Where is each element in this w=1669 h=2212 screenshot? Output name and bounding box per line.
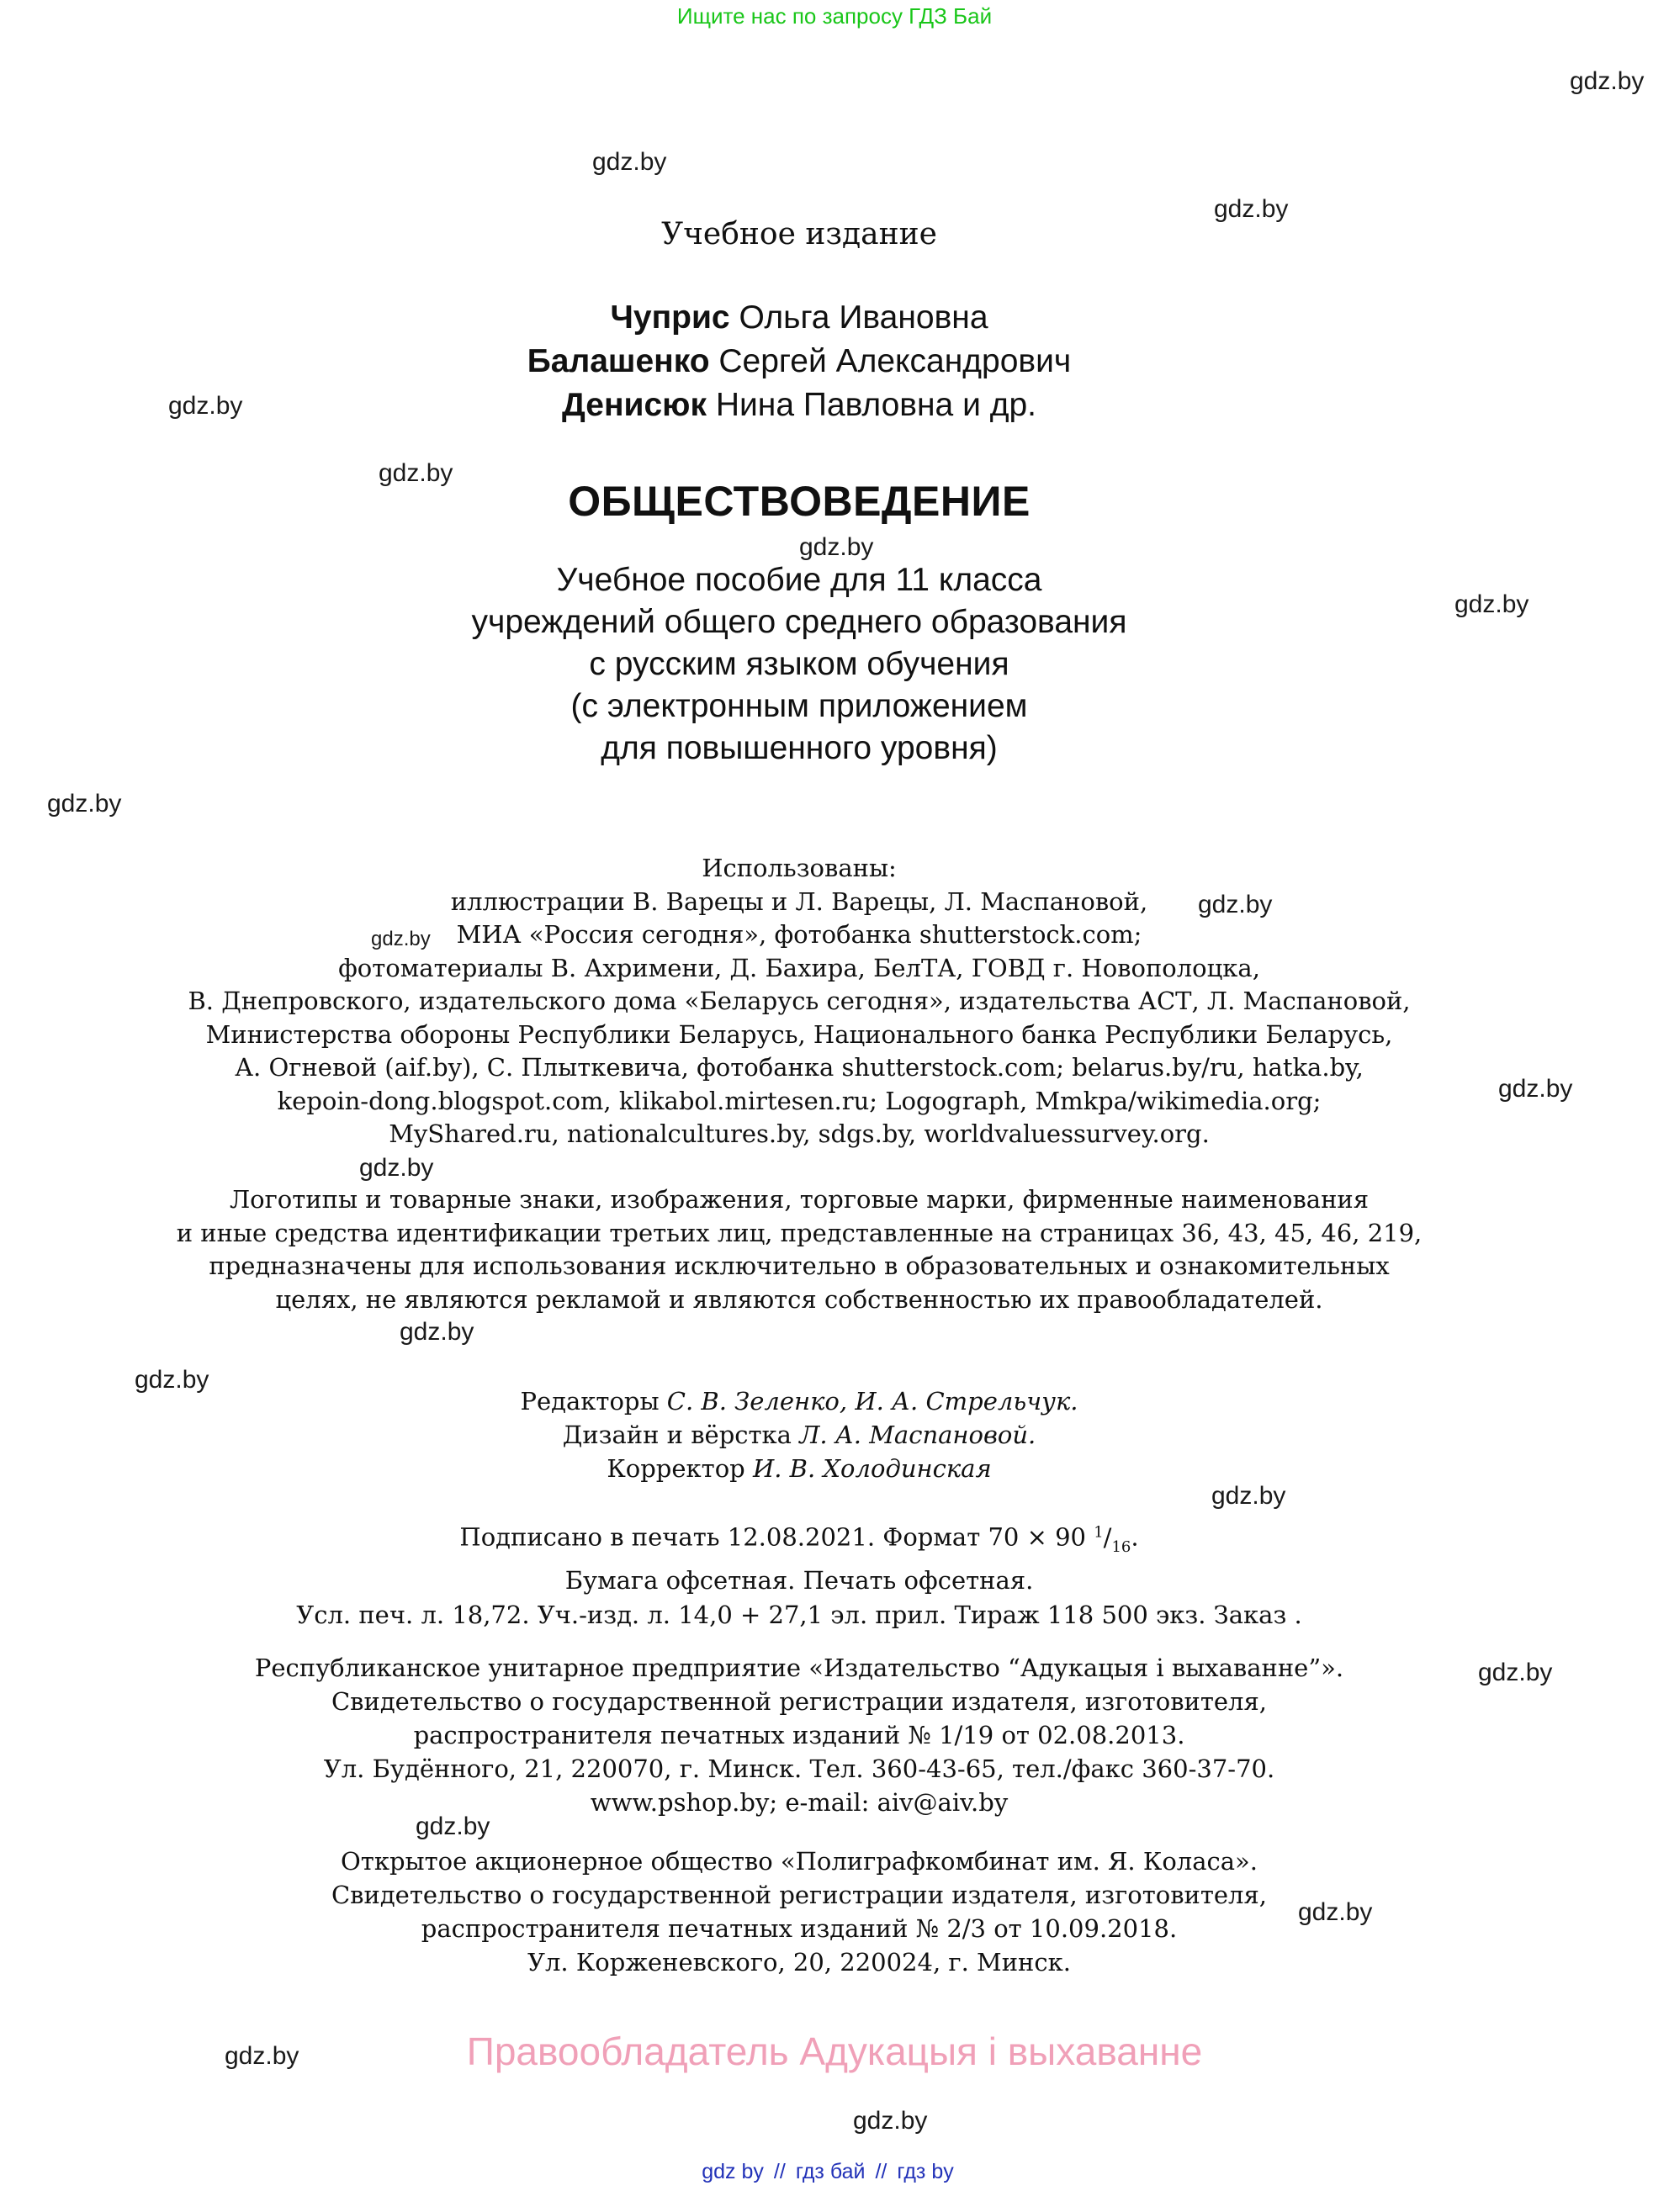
book-subtitle xyxy=(0,559,1634,770)
rights-holder: Правообладатель Адукацыя і выхаванне xyxy=(466,2029,1203,2073)
design-line xyxy=(0,1418,1634,1452)
format-end: . xyxy=(1131,1522,1139,1552)
edition-type: Учебное издание xyxy=(661,217,937,251)
watermark: gdz.by xyxy=(1198,891,1273,918)
legal-line: целях, не являются рекламой и являются собственностью их правообладателей. xyxy=(275,1284,1323,1314)
subtitle-line: Учебное пособие для 11 класса xyxy=(556,562,1042,598)
link-gdz-by[interactable]: gdz by xyxy=(702,2160,764,2183)
printer-line: распространителя печатных изданий № 2/3 от 10.09.2018. xyxy=(421,1914,1178,1943)
credits-line: иллюстрации В. Варецы и Л. Варецы, Л. Маспановой, xyxy=(450,886,1148,916)
author-given: Сергей Александрович xyxy=(718,343,1072,379)
subtitle-line: (с электронным приложением xyxy=(570,688,1028,724)
corrector-label: Корректор xyxy=(607,1454,745,1483)
volume-line: Усл. печ. л. 18,72. Уч.-изд. л. 14,0 + 27,1 эл. прил. Тираж 118 500 экз. Заказ . xyxy=(296,1601,1302,1630)
design-label: Дизайн и вёрстка xyxy=(562,1421,792,1449)
signed-line xyxy=(0,1515,1634,1564)
publisher-info xyxy=(0,1651,1634,1819)
watermark: gdz.by xyxy=(1570,67,1645,95)
watermark: gdz.by xyxy=(379,459,453,487)
watermark: gdz.by xyxy=(1498,1075,1573,1103)
author-given: Нина Павловна и др. xyxy=(715,387,1036,423)
editors-line xyxy=(0,1384,1634,1418)
watermark: gdz.by xyxy=(135,1366,209,1394)
watermark: gdz.by xyxy=(799,533,874,561)
editors-names: С. В. Зеленко, И. А. Стрельчук. xyxy=(666,1387,1078,1416)
watermark: gdz.by xyxy=(400,1318,474,1346)
link-separator: // xyxy=(773,2160,786,2183)
format-fraction: $^1/_{16}$ xyxy=(1094,1522,1131,1556)
legal-line: и иные средства идентификации третьих лиц, представленные на страницах 36, 43, 45, 46, 219, xyxy=(176,1218,1423,1247)
watermark: gdz.by xyxy=(1298,1898,1373,1926)
credits-line: MyShared.ru, nationalcultures.by, sdgs.by, worldvaluessurvey.org. xyxy=(389,1119,1210,1148)
watermark: gdz.by xyxy=(592,148,667,176)
watermark: gdz.by xyxy=(853,2107,928,2135)
publisher-line: Свидетельство о государственной регистрации издателя, изготовителя, xyxy=(331,1687,1267,1716)
printer-info xyxy=(0,1844,1634,1979)
watermark: gdz.by xyxy=(47,790,122,818)
credits-line: Министерства обороны Республики Беларусь, Национального банка Республики Беларусь, xyxy=(205,1019,1393,1049)
subtitle-line: с русским языком обучения xyxy=(589,646,1009,682)
watermark: gdz.by xyxy=(1478,1659,1553,1686)
signed-text: Подписано в печать 12.08.2021. Формат 70 × 90 xyxy=(459,1522,1086,1552)
editors-label: Редакторы xyxy=(520,1387,660,1416)
editorial-staff xyxy=(0,1384,1634,1485)
watermark: gdz.by xyxy=(1214,195,1289,223)
link-gdz-bai[interactable]: гдз бай xyxy=(795,2160,866,2183)
subtitle-line: учреждений общего среднего образования xyxy=(471,604,1127,640)
authors xyxy=(0,296,1634,427)
credits-line: фотоматериалы В. Ахримени, Д. Бахира, БелТА, ГОВД г. Новополоцка, xyxy=(338,953,1260,982)
subtitle-line: для повышенного уровня) xyxy=(601,730,998,766)
credits-line: kepoin-dong.blogspot.com, klikabol.mirtesen.ru; Logograph, Mmkpa/wikimedia.org; xyxy=(277,1086,1322,1115)
link-separator: // xyxy=(875,2160,887,2183)
legal-line: предназначены для использования исключительно в образовательных и ознакомительных xyxy=(209,1252,1390,1280)
publisher-line: Ул. Будённого, 21, 220070, г. Минск. Тел. 360-43-65, тел./факс 360-37-70. xyxy=(323,1754,1275,1783)
watermark: gdz.by xyxy=(225,2042,299,2070)
printer-line: Ул. Корженевского, 20, 220024, г. Минск. xyxy=(527,1948,1071,1977)
author-line xyxy=(0,340,1634,384)
credits-line: В. Днепровского, издательского дома «Беларусь сегодня», издательства АСТ, Л. Маспановой, xyxy=(188,987,1411,1015)
author-line xyxy=(0,384,1634,427)
top-banner[interactable]: Ищите нас по запросу ГДЗ Бай xyxy=(676,3,993,29)
credits-line: А. Огневой (aif.by), С. Плыткевича, фотобанка shutterstock.com; belarus.by/ru, hatka.by, xyxy=(235,1053,1364,1082)
printer-line: Открытое акционерное общество «Полиграфкомбинат им. Я. Коласа». xyxy=(341,1847,1258,1876)
design-names: Л. А. Маспановой. xyxy=(799,1421,1036,1449)
corrector-line xyxy=(0,1452,1634,1485)
author-surname: Балашенко xyxy=(527,343,710,379)
publisher-line: распространителя печатных изданий № 1/19 от 02.08.2013. xyxy=(413,1721,1185,1749)
publisher-line: Республиканское унитарное предприятие «Издательство “Адукацыя і выхаванне”». xyxy=(254,1654,1344,1682)
image-credits xyxy=(0,852,1634,1151)
author-surname: Чуприс xyxy=(610,299,730,336)
legal-line: Логотипы и товарные знаки, изображения, торговые марки, фирменные наименования xyxy=(229,1185,1370,1214)
watermark: gdz.by xyxy=(1454,590,1529,618)
watermark: gdz.by xyxy=(168,392,243,420)
paper-line: Бумага офсетная. Печать офсетная. xyxy=(564,1566,1034,1595)
publisher-line: www.pshop.by; e-mail: aiv@aiv.by xyxy=(590,1788,1009,1817)
format-denominator: 16 xyxy=(1111,1537,1131,1556)
trademark-notice xyxy=(0,1183,1634,1316)
link-gdz-by-cyr[interactable]: гдз by xyxy=(897,2160,954,2183)
printer-line: Свидетельство о государственной регистрации издателя, изготовителя, xyxy=(331,1881,1267,1909)
watermark: gdz.by xyxy=(1211,1482,1286,1510)
book-title: ОБЩЕСТВОВЕДЕНИЕ xyxy=(568,478,1031,525)
watermark: gdz.by xyxy=(359,1154,434,1182)
print-info xyxy=(0,1515,1634,1633)
credits-line: Использованы: xyxy=(702,854,897,882)
corrector-names: И. В. Холодинская xyxy=(752,1454,992,1483)
watermark: gdz.by xyxy=(371,928,431,950)
credits-line: МИА «Россия сегодня», фотобанка shutterstock.com; xyxy=(456,920,1142,949)
bottom-links xyxy=(0,2160,1662,2184)
author-surname: Денисюк xyxy=(562,387,707,423)
author-given: Ольга Ивановна xyxy=(739,299,988,336)
watermark: gdz.by xyxy=(416,1812,490,1840)
author-line xyxy=(0,296,1634,340)
format-numerator: 1 xyxy=(1094,1523,1104,1541)
